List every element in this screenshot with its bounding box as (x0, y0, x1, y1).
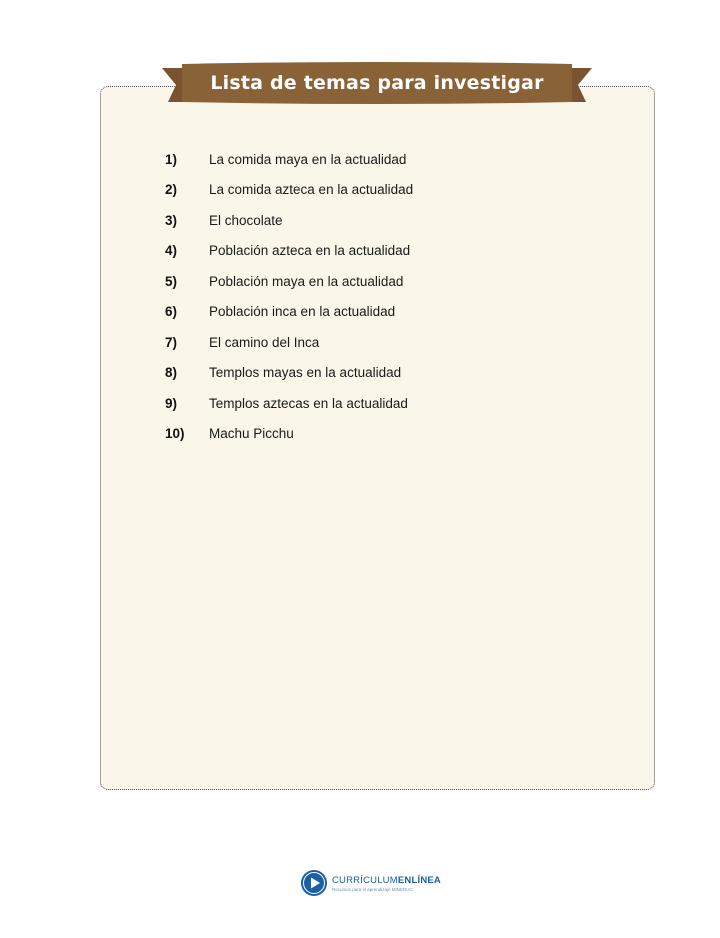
logo-name-part2: ENLÍNEA (397, 874, 441, 886)
item-text: La comida maya en la actualidad (209, 151, 407, 167)
list-item (165, 236, 413, 267)
page-title: Lista de temas para investigar (210, 72, 544, 94)
item-text: El camino del Inca (209, 334, 320, 350)
list-item (165, 297, 413, 328)
curriculum-en-linea-logo (300, 868, 450, 898)
item-text: La comida azteca en la actualidad (209, 182, 414, 198)
item-number: 3) (165, 212, 178, 228)
logo-tagline: Recursos para el aprendizaje MINEDUC (332, 886, 413, 892)
title-banner (162, 62, 592, 106)
list-item (165, 266, 413, 297)
list-item (165, 388, 413, 419)
item-text: Templos mayas en la actualidad (209, 365, 402, 381)
item-number: 4) (165, 243, 178, 259)
play-circle-icon (300, 869, 328, 897)
item-text: Población azteca en la actualidad (209, 243, 411, 259)
item-number: 5) (165, 273, 178, 289)
list-item (165, 175, 413, 206)
item-number: 2) (165, 182, 178, 198)
item-text: Machu Picchu (209, 426, 294, 442)
item-text: Población maya en la actualidad (209, 273, 404, 289)
logo-text (332, 875, 441, 892)
topic-list (165, 144, 413, 449)
list-item (165, 358, 413, 389)
item-number: 6) (165, 304, 178, 320)
list-item (165, 205, 413, 236)
item-number: 10) (165, 426, 185, 442)
item-number: 1) (165, 151, 178, 167)
list-item (165, 419, 413, 450)
list-item (165, 144, 413, 175)
item-number: 7) (165, 334, 178, 350)
logo-name-part1: CURRÍCULUM (332, 874, 398, 886)
item-text: Población inca en la actualidad (209, 304, 396, 320)
item-number: 8) (165, 365, 178, 381)
item-text: Templos aztecas en la actualidad (209, 395, 408, 411)
item-number: 9) (165, 395, 178, 411)
item-text: El chocolate (209, 212, 283, 228)
logo-name (332, 875, 441, 886)
list-item (165, 327, 413, 358)
